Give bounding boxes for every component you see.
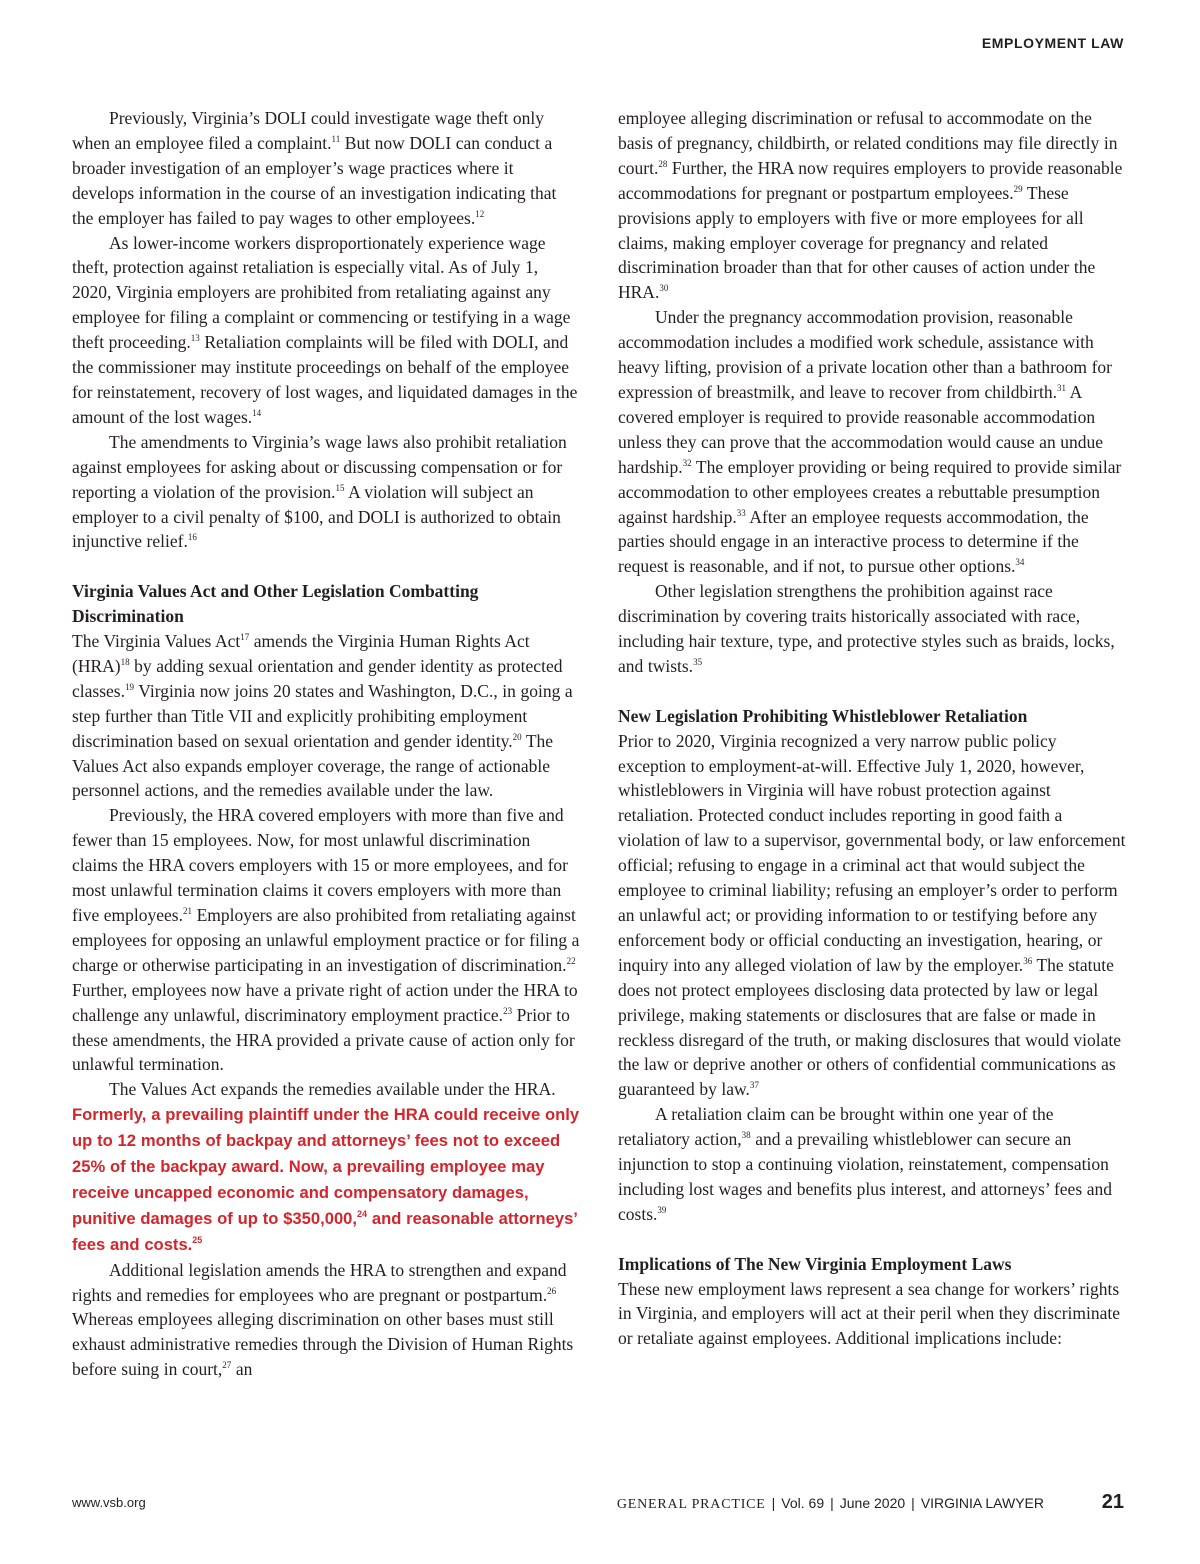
paragraph: These new employment laws represent a sea change for workers’ rights in Virginia, and employers will act at their peril when they discriminate or retaliate against employees. Additional implications include: (618, 1278, 1121, 1349)
footnote-ref: 19 (124, 681, 134, 692)
separator: | (771, 1495, 776, 1511)
footnote-ref: 25 (192, 1234, 203, 1245)
paragraph: Additional legislation amends the HRA to strengthen and expand rights and remedies for employees who are pregnant or postpartum.$^{26}$ Whereas employees alleging discrimination on other bases must still exhaust administrative remedies through the Division of Human Rights before suing in court,$^{27}$ an (72, 1259, 574, 1380)
footnote-ref: 21 (183, 905, 192, 916)
footnote-ref: 35 (693, 656, 703, 667)
paragraph: Previously, Virginia’s DOLI could investigate wage theft only when an employee filed a complaint.$^{11}$ But now DOLI can conduct a broader investigation of an employer’s wage practices where it develops information in the course of an investigation indicating that the employer has failed to pay wages to other employees.$^{12}$ (72, 108, 557, 228)
footnote-ref: 24 (357, 1208, 368, 1219)
paragraph: Under the pregnancy accommodation provision, reasonable accommodation includes a modified work schedule, assistance with heavy lifting, provision of a private location other than a bathroom for expression of breastmilk, and leave to recover from childbirth.$^{31}$ A covered employer is required to provide reasonable accommodation unless they can prove that the accommodation would cause an undue hardship.$^{32}$ The employer providing or being required to provide similar accommodation to other employees creates a rebuttable presumption against hardship.$^{33}$ After an employee requests accommodation, the parties should engage in an interactive process to determine if the request is reasonable, and if not, to pursue other options.$^{34}$ (618, 307, 1122, 577)
paragraph: employee alleging discrimination or refusal to accommodate on the basis of pregnancy, childbirth, or related conditions may file directly in court.$^{28}$ Further, the HRA now requires employers to provide reasonable accommodations for pregnant or postpartum employees.$^{29}$ These provisions apply to employers with five or more employees for all claims, making employer coverage for pregnancy and related discrimination broader than that for other causes of action under the HRA.$^{30}$ (618, 108, 1123, 303)
footnote-ref: 33 (736, 507, 746, 518)
footnote-ref: 26 (547, 1285, 557, 1296)
paragraph: The Virginia Values Act$^{17}$ amends the Virginia Human Rights Act (HRA)$^{18}$ by adding sexual orientation and gender identity as protected classes.$^{19}$ Virginia now joins 20 states and Washington, D.C., in going a step further than Title VII and explicitly prohibiting employment discrimination based on sexual orientation and gender identity.$^{20}$ The Values Act also expands employer coverage, the range of actionable personnel actions, and the remedies available under the law. (72, 631, 573, 801)
footnote-ref: 29 (1013, 183, 1023, 194)
paragraph: A retaliation claim can be brought within one year of the retaliatory action,$^{38}$ and a prevailing whistleblower can secure an injunction to stop a continuing violation, reinstatement, compensation including lost wages and benefits plus interest, and attorneys’ fees and costs.$^{39}$ (618, 1104, 1112, 1224)
volume: Vol. 69 (781, 1495, 825, 1511)
footnote-ref: 27 (222, 1360, 232, 1371)
page-number: 21 (1101, 1491, 1124, 1513)
pull-quote: Formerly, a prevailing plaintiff under the HRA could receive only up to 12 months of backpay and attorneys’ fees not to exceed 25% of the backpay award. Now, a prevailing employee may receive uncapped economic and compensatory damages, punitive damages of up to $350,000,24 and reasonable attorneys’ fees and costs.$^{25}$ (72, 1105, 580, 1254)
separator: | (911, 1495, 915, 1511)
paragraph: The Values Act expands the remedies available under the HRA. Formerly, a prevailing plaintiff under the HRA could receive only up to 12 months of backpay and attorneys’ fees not to exceed 25% of the backpay award. Now, a prevailing employee may receive uncapped economic and compensatory damages, punitive damages of up to $350,000,24 and reasonable attorneys’ fees and costs.$^{25}$ (72, 1079, 580, 1254)
section-heading: New Legislation Prohibiting Whistleblower Retaliation (618, 705, 1028, 726)
footnote-ref: 18 (120, 656, 130, 667)
footnote-ref: 34 (1015, 557, 1025, 568)
footnote-ref: 32 (682, 457, 692, 468)
footnote-ref: 22 (566, 955, 576, 966)
footnote-ref: 38 (741, 1130, 751, 1141)
footnote-ref: 16 (187, 532, 197, 543)
footnote-ref: 36 (1023, 955, 1033, 966)
footnote-ref: 13 (190, 333, 200, 344)
footnote-ref: 28 (658, 158, 668, 169)
publication-name: VIRGINIA LAWYER (920, 1495, 1044, 1511)
paragraph: Prior to 2020, Virginia recognized a very narrow public policy exception to employment-at-will. Effective July 1, 2020, however, whistleblowers in Virginia will have robust protection against retaliation. Protected conduct includes reporting in good faith a violation of law to a supervisor, governmental body, or law enforcement official; refusing to engage in a criminal act that would subject the employee to criminal liability; refusing an employer’s order to perform an unlawful act; or providing information to or testifying before any enforcement body or official conducting an investigation, hearing, or inquiry into any alleged violation of law by the employer.$^{36}$ The statute does not protect employees disclosing data protected by law or legal privilege, making statements or disclosures that are false or made in reckless disregard of the truth, or making disclosures that would violate the law or deprive another or others of confidential communications as guaranteed by law.$^{37}$ (618, 730, 1126, 1100)
paragraph: Other legislation strengthens the prohibition against race discrimination by covering traits historically associated with race, including hair texture, type, and protective styles such as braids, locks, and twists.$^{35}$ (618, 581, 1115, 676)
footnote-ref: 17 (240, 632, 250, 643)
separator: | (830, 1495, 834, 1511)
right-column (618, 106, 1126, 1351)
footnote-ref: 12 (475, 208, 485, 219)
footnote-ref: 23 (503, 1005, 513, 1016)
footnote-ref: 37 (749, 1080, 759, 1091)
section-name: GENERAL PRACTICE (616, 1497, 766, 1512)
paragraph: The amendments to Virginia’s wage laws also prohibit retaliation against employees for asking about or discussing compensation or for reporting a violation of the provision.$^{15}$ A violation will subject an employer to a civil penalty of $100, and DOLI is authorized to obtain injunctive relief.$^{16}$ (72, 431, 567, 552)
paragraph: As lower-income workers disproportionately experience wage theft, protection against retaliation is especially vital. As of July 1, 2020, Virginia employers are prohibited from retaliating against any employee for filing a complaint or commencing or testifying in a wage theft proceeding.$^{13}$ Retaliation complaints will be filed with DOLI, and the commissioner may institute proceedings on behalf of the employee for reinstatement, recovery of lost wages, and liquidated damages in the amount of the lost wages.$^{14}$ (72, 232, 578, 427)
paragraph: Previously, the HRA covered employers with more than five and fewer than 15 employees. Now, for most unlawful discrimination claims the HRA covers employers with 15 or more employees, and for most unlawful termination claims it covers employers with more than five employees.$^{21}$ Employers are also prohibited from retaliating against employees for opposing an unlawful employment practice or for filing a charge or otherwise participating in an investigation of discrimination.$^{22}$ Further, employees now have a private right of action under the HRA to challenge any unlawful, discriminatory employment practice.$^{23}$ Prior to these amendments, the HRA provided a private cause of action only for unlawful termination. (72, 805, 580, 1075)
section-heading: Virginia Values Act and Other Legislation Combatting Discrimination (72, 581, 479, 627)
footnote-ref: 30 (659, 283, 669, 294)
issue-date: June 2020 (839, 1495, 906, 1511)
footnote-ref: 20 (512, 731, 522, 742)
website-link[interactable]: www.vsb.org (72, 1495, 146, 1510)
publication-info (617, 1495, 1044, 1513)
footnote-ref: 15 (335, 482, 345, 493)
page-footer (72, 1493, 1124, 1523)
running-head: EMPLOYMENT LAW (981, 35, 1124, 51)
section-heading: Implications of The New Virginia Employment Laws (618, 1253, 1012, 1274)
footnote-ref: 31 (1056, 382, 1066, 393)
footnote-ref: 14 (252, 407, 262, 418)
footnote-ref: 39 (657, 1204, 667, 1215)
left-column (72, 106, 580, 1382)
footnote-ref: 11 (331, 133, 341, 144)
